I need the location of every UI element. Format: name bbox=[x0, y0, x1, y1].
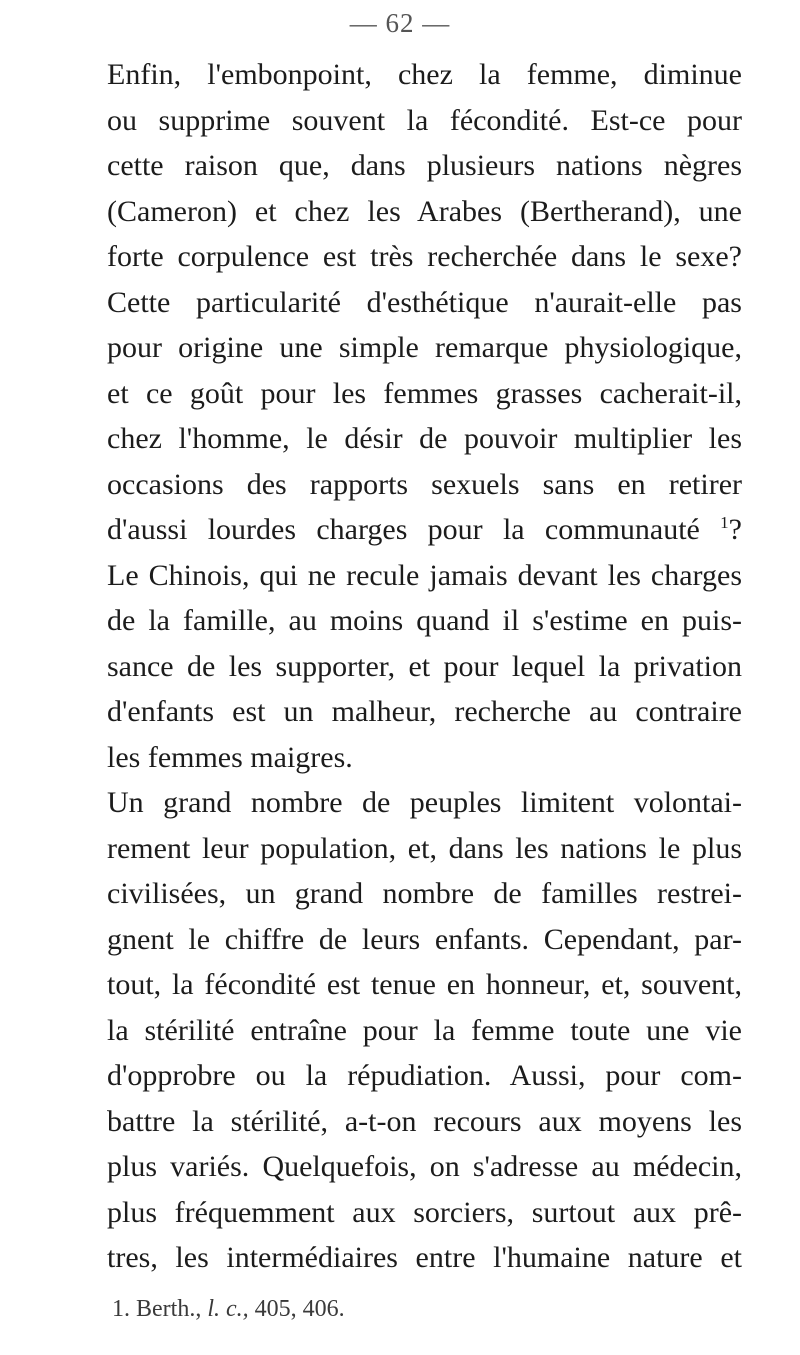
text-line: Enfin, l'embonpoint, chez la femme, diminue bbox=[107, 58, 742, 91]
text-line: tres, les intermédiaires entre l'humaine nature et bbox=[107, 1241, 742, 1274]
text-line: (Cameron) et chez les Arabes (Bertherand), une bbox=[107, 194, 742, 228]
text-line: occasions des rapports sexuels sans en retirer bbox=[107, 467, 742, 501]
footnote-author: Berth., bbox=[136, 1296, 202, 1322]
text-line-with-footnote bbox=[107, 507, 742, 553]
text-line: plus fréquemment aux sorciers, surtout aux prê- bbox=[107, 1195, 742, 1229]
text-line: ou supprime souvent la fécondité. Est-ce pour bbox=[107, 103, 742, 137]
text-line: Le Chinois, qui ne recule jamais devant les charges bbox=[107, 558, 742, 592]
text-line: Un grand nombre de peuples limitent volontai- bbox=[107, 786, 742, 819]
text-line: civilisées, un grand nombre de familles restrei- bbox=[107, 877, 742, 910]
footnote-marker: 1 bbox=[720, 513, 729, 532]
text-line: battre la stérilité, a-t-on recours aux moyens les bbox=[107, 1104, 742, 1138]
footnote-number: 1. bbox=[112, 1296, 130, 1322]
text-line: la stérilité entraîne pour la femme toute une vie bbox=[107, 1013, 742, 1047]
text-line-content: d'aussi lourdes charges pour la communauté bbox=[107, 513, 700, 546]
page-number: — 62 — bbox=[349, 8, 451, 38]
text-line: et ce goût pour les femmes grasses cacherait-il, bbox=[107, 376, 742, 410]
body-text bbox=[107, 52, 742, 1281]
footnote bbox=[112, 1296, 345, 1323]
text-line: rement leur population, et, dans les nations le plus bbox=[107, 831, 742, 865]
text-line: de la famille, au moins quand il s'estime en puis- bbox=[107, 604, 742, 637]
text-line: plus variés. Quelquefois, on s'adresse au médecin, bbox=[107, 1150, 742, 1183]
text-line: les femmes maigres. bbox=[107, 740, 353, 774]
footnote-abbreviation: l. c., bbox=[207, 1296, 249, 1322]
text-line: Cette particularité d'esthétique n'aurait-elle pas bbox=[107, 285, 742, 319]
text-line: pour origine une simple remarque physiologique, bbox=[107, 331, 742, 364]
text-line: chez l'homme, le désir de pouvoir multiplier les bbox=[107, 422, 742, 455]
text-line: sance de les supporter, et pour lequel la privation bbox=[107, 649, 742, 683]
footnote-pages: 405, 406. bbox=[254, 1296, 345, 1322]
text-line: tout, la fécondité est tenue en honneur, et, souvent, bbox=[107, 968, 742, 1001]
text-line: cette raison que, dans plusieurs nations nègres bbox=[107, 149, 742, 182]
footnote-question-mark: ? bbox=[728, 513, 742, 546]
text-line: forte corpulence est très recherchée dans le sexe? bbox=[107, 240, 742, 273]
text-line: gnent le chiffre de leurs enfants. Cependant, par- bbox=[107, 922, 742, 956]
text-line: d'opprobre ou la répudiation. Aussi, pour com- bbox=[107, 1059, 742, 1092]
text-line: d'enfants est un malheur, recherche au contraire bbox=[107, 695, 742, 728]
